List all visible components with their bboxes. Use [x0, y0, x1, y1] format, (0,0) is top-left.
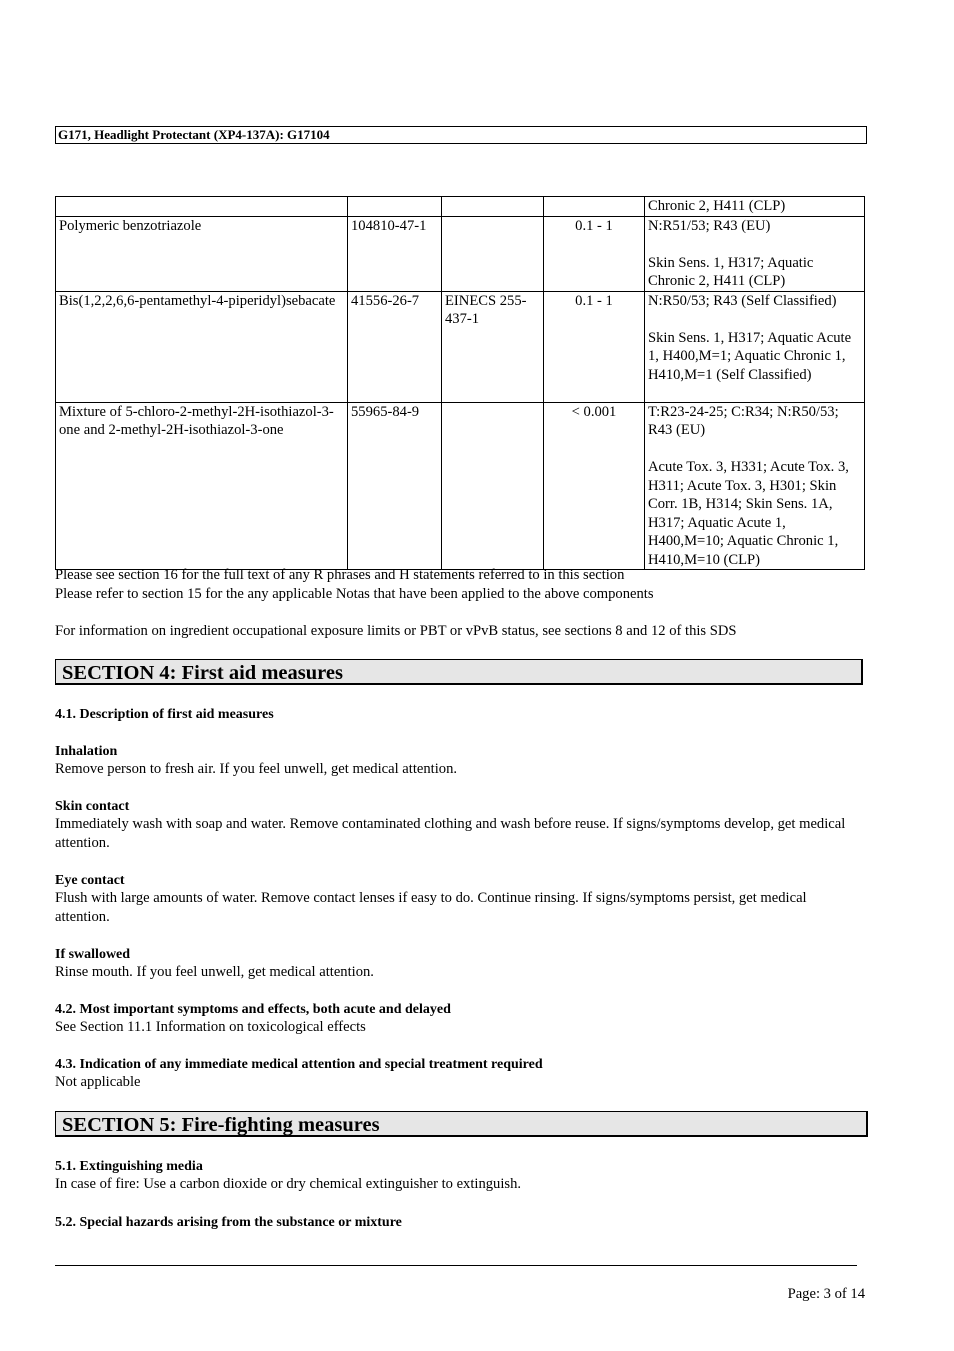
subsection-4-1-heading: 4.1. Description of first aid measures [55, 707, 274, 722]
if-swallowed-heading: If swallowed [55, 947, 131, 962]
table-row [56, 402, 865, 570]
page-number: Page: 3 of 14 [787, 1286, 865, 1302]
concentration: 0.1 - 1 [544, 216, 645, 291]
ec-number [442, 216, 544, 291]
classification-clp: Skin Sens. 1, H317; Aquatic Acute 1, H400,M=1; Aquatic Chronic 1, H410,M=1 (Self Classified) [648, 329, 852, 383]
eye-contact-heading: Eye contact [55, 873, 125, 888]
cas-number: 41556-26-7 [348, 291, 442, 402]
subsection-5-1-text: In case of fire: Use a carbon dioxide or dry chemical extinguisher to extinguish. [55, 1176, 522, 1192]
eye-contact-text: Flush with large amounts of water. Remove contact lenses if easy to do. Continue rinsing. If signs/symptoms persist, get medical attention. [55, 890, 807, 925]
subsection-4-3-text: Not applicable [55, 1074, 141, 1090]
components-table [55, 196, 865, 570]
classification-clp: Skin Sens. 1, H317; Aquatic Chronic 2, H411 (CLP) [648, 254, 814, 289]
cas-number: 104810-47-1 [348, 216, 442, 291]
skin-contact-heading: Skin contact [55, 799, 130, 814]
classification-eu: T:R23-24-25; C:R34; N:R50/53; R43 (EU) [648, 403, 839, 438]
subsection-4-2-text: See Section 11.1 Information on toxicological effects [55, 1019, 366, 1035]
concentration: 0.1 - 1 [544, 291, 645, 402]
section-4-heading: SECTION 4: First aid measures [55, 659, 863, 685]
subsection-5-2-heading: 5.2. Special hazards arising from the substance or mixture [55, 1215, 402, 1230]
classification-clp: Chronic 2, H411 (CLP) [648, 198, 786, 214]
component-name: Mixture of 5-chloro-2-methyl-2H-isothiazol-3-one and 2-methyl-2H-isothiazol-3-one [56, 402, 348, 570]
component-name: Bis(1,2,2,6,6-pentamethyl-4-piperidyl)sebacate [56, 291, 348, 402]
classification-eu: N:R51/53; R43 (EU) [648, 217, 771, 234]
concentration: < 0.001 [544, 402, 645, 570]
ec-number [442, 402, 544, 570]
inhalation-text: Remove person to fresh air. If you feel unwell, get medical attention. [55, 761, 458, 777]
inhalation-heading: Inhalation [55, 744, 118, 759]
subsection-4-2-heading: 4.2. Most important symptoms and effects, both acute and delayed [55, 1002, 451, 1017]
ec-number [442, 197, 544, 217]
note-r-phrases: Please see section 16 for the full text of any R phrases and H statements referred to in this section [55, 567, 625, 583]
component-name: Polymeric benzotriazole [56, 216, 348, 291]
component-name [56, 197, 348, 217]
classification [645, 402, 865, 570]
table-row [56, 291, 865, 402]
if-swallowed-text: Rinse mouth. If you feel unwell, get medical attention. [55, 964, 374, 980]
note-notas: Please refer to section 15 for the any applicable Notas that have been applied to the above components [55, 586, 654, 602]
concentration [544, 197, 645, 217]
subsection-5-1-heading: 5.1. Extinguishing media [55, 1159, 203, 1174]
cas-number [348, 197, 442, 217]
footer-divider [55, 1265, 857, 1266]
classification-clp: Acute Tox. 3, H331; Acute Tox. 3, H311; Acute Tox. 3, H301; Skin Corr. 1B, H314; Skin Sens. 1A, H317; Aquatic Acute 1, H400,M=10; Aquatic Chronic 1, H410,M=10 (CLP) [648, 459, 849, 568]
subsection-4-3-heading: 4.3. Indication of any immediate medical attention and special treatment required [55, 1057, 543, 1072]
classification [645, 291, 865, 402]
skin-contact-text: Immediately wash with soap and water. Remove contaminated clothing and wash before reuse. If signs/symptoms develop, get medical attention. [55, 816, 846, 851]
table-row [56, 216, 865, 291]
ec-number: EINECS 255-437-1 [442, 291, 544, 402]
classification [645, 216, 865, 291]
classification-eu: N:R50/53; R43 (Self Classified) [648, 292, 837, 309]
document-header: G171, Headlight Protectant (XP4-137A): G17104 [55, 126, 867, 144]
cas-number: 55965-84-9 [348, 402, 442, 570]
note-exposure-limits: For information on ingredient occupational exposure limits or PBT or vPvB status, see sections 8 and 12 of this SDS [55, 623, 737, 639]
table-row [56, 197, 865, 217]
classification [645, 197, 865, 217]
section-5-heading: SECTION 5: Fire-fighting measures [55, 1111, 868, 1137]
